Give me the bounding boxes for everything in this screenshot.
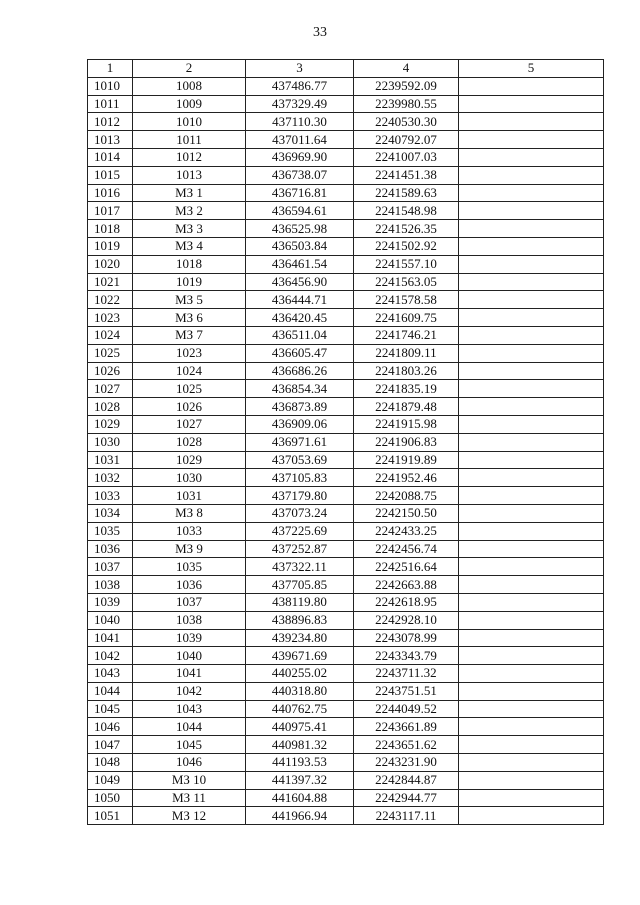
point-id-cell: 1035 xyxy=(133,558,246,576)
x-coordinate-cell: 436909.06 xyxy=(246,415,354,433)
table-row xyxy=(88,291,604,309)
y-coordinate-cell: 2243078.99 xyxy=(354,629,459,647)
table-row xyxy=(88,558,604,576)
x-coordinate-cell: 438119.80 xyxy=(246,593,354,611)
table-row xyxy=(88,451,604,469)
point-id-cell: 1043 xyxy=(133,700,246,718)
table-row xyxy=(88,380,604,398)
x-coordinate-cell: 436738.07 xyxy=(246,166,354,184)
y-coordinate-cell: 2241451.38 xyxy=(354,166,459,184)
row-number-cell: 1025 xyxy=(88,344,133,362)
y-coordinate-cell: 2241557.10 xyxy=(354,255,459,273)
point-id-cell: МЗ 6 xyxy=(133,309,246,327)
column-header: 2 xyxy=(133,60,246,78)
page-number: 33 xyxy=(313,25,327,40)
note-cell xyxy=(459,789,604,807)
note-cell xyxy=(459,576,604,594)
y-coordinate-cell: 2241609.75 xyxy=(354,309,459,327)
table-row xyxy=(88,362,604,380)
x-coordinate-cell: 441397.32 xyxy=(246,771,354,789)
note-cell xyxy=(459,291,604,309)
table-body xyxy=(88,77,604,824)
x-coordinate-cell: 440255.02 xyxy=(246,665,354,683)
point-id-cell: МЗ 3 xyxy=(133,220,246,238)
point-id-cell: МЗ 10 xyxy=(133,771,246,789)
coordinates-table xyxy=(87,59,604,825)
row-number-cell: 1028 xyxy=(88,398,133,416)
table-row xyxy=(88,237,604,255)
point-id-cell: МЗ 7 xyxy=(133,326,246,344)
note-cell xyxy=(459,255,604,273)
row-number-cell: 1048 xyxy=(88,754,133,772)
y-coordinate-cell: 2244049.52 xyxy=(354,700,459,718)
row-number-cell: 1038 xyxy=(88,576,133,594)
row-number-cell: 1030 xyxy=(88,433,133,451)
note-cell xyxy=(459,166,604,184)
row-number-cell: 1017 xyxy=(88,202,133,220)
y-coordinate-cell: 2241915.98 xyxy=(354,415,459,433)
point-id-cell: МЗ 2 xyxy=(133,202,246,220)
table-row xyxy=(88,629,604,647)
y-coordinate-cell: 2243343.79 xyxy=(354,647,459,665)
table-row xyxy=(88,593,604,611)
note-cell xyxy=(459,700,604,718)
x-coordinate-cell: 437329.49 xyxy=(246,95,354,113)
point-id-cell: 1031 xyxy=(133,487,246,505)
x-coordinate-cell: 436686.26 xyxy=(246,362,354,380)
table-row xyxy=(88,576,604,594)
y-coordinate-cell: 2241502.92 xyxy=(354,237,459,255)
point-id-cell: МЗ 12 xyxy=(133,807,246,825)
table-row xyxy=(88,754,604,772)
note-cell xyxy=(459,273,604,291)
row-number-cell: 1049 xyxy=(88,771,133,789)
y-coordinate-cell: 2239980.55 xyxy=(354,95,459,113)
note-cell xyxy=(459,736,604,754)
table-row xyxy=(88,487,604,505)
row-number-cell: 1044 xyxy=(88,682,133,700)
point-id-cell: 1028 xyxy=(133,433,246,451)
row-number-cell: 1035 xyxy=(88,522,133,540)
table-header-row xyxy=(88,60,604,78)
y-coordinate-cell: 2243751.51 xyxy=(354,682,459,700)
table-row xyxy=(88,309,604,327)
point-id-cell: 1013 xyxy=(133,166,246,184)
point-id-cell: 1011 xyxy=(133,131,246,149)
column-header: 4 xyxy=(354,60,459,78)
x-coordinate-cell: 436971.61 xyxy=(246,433,354,451)
x-coordinate-cell: 437252.87 xyxy=(246,540,354,558)
y-coordinate-cell: 2241809.11 xyxy=(354,344,459,362)
y-coordinate-cell: 2243651.62 xyxy=(354,736,459,754)
x-coordinate-cell: 437053.69 xyxy=(246,451,354,469)
note-cell xyxy=(459,522,604,540)
row-number-cell: 1014 xyxy=(88,148,133,166)
table-row xyxy=(88,415,604,433)
row-number-cell: 1032 xyxy=(88,469,133,487)
note-cell xyxy=(459,451,604,469)
note-cell xyxy=(459,433,604,451)
y-coordinate-cell: 2242928.10 xyxy=(354,611,459,629)
point-id-cell: 1040 xyxy=(133,647,246,665)
table-row xyxy=(88,736,604,754)
note-cell xyxy=(459,718,604,736)
x-coordinate-cell: 437011.64 xyxy=(246,131,354,149)
point-id-cell: 1030 xyxy=(133,469,246,487)
y-coordinate-cell: 2240792.07 xyxy=(354,131,459,149)
row-number-cell: 1037 xyxy=(88,558,133,576)
y-coordinate-cell: 2241952.46 xyxy=(354,469,459,487)
row-number-cell: 1034 xyxy=(88,504,133,522)
point-id-cell: 1010 xyxy=(133,113,246,131)
point-id-cell: 1012 xyxy=(133,148,246,166)
row-number-cell: 1051 xyxy=(88,807,133,825)
row-number-cell: 1024 xyxy=(88,326,133,344)
y-coordinate-cell: 2241879.48 xyxy=(354,398,459,416)
x-coordinate-cell: 436969.90 xyxy=(246,148,354,166)
x-coordinate-cell: 441193.53 xyxy=(246,754,354,772)
table-row xyxy=(88,647,604,665)
y-coordinate-cell: 2241578.58 xyxy=(354,291,459,309)
y-coordinate-cell: 2241906.83 xyxy=(354,433,459,451)
note-cell xyxy=(459,540,604,558)
x-coordinate-cell: 437486.77 xyxy=(246,77,354,95)
y-coordinate-cell: 2241835.19 xyxy=(354,380,459,398)
note-cell xyxy=(459,344,604,362)
row-number-cell: 1040 xyxy=(88,611,133,629)
table-row xyxy=(88,682,604,700)
row-number-cell: 1011 xyxy=(88,95,133,113)
note-cell xyxy=(459,611,604,629)
y-coordinate-cell: 2243711.32 xyxy=(354,665,459,683)
x-coordinate-cell: 437322.11 xyxy=(246,558,354,576)
note-cell xyxy=(459,504,604,522)
column-header: 3 xyxy=(246,60,354,78)
row-number-cell: 1012 xyxy=(88,113,133,131)
row-number-cell: 1021 xyxy=(88,273,133,291)
note-cell xyxy=(459,237,604,255)
point-id-cell: 1039 xyxy=(133,629,246,647)
point-id-cell: 1041 xyxy=(133,665,246,683)
row-number-cell: 1031 xyxy=(88,451,133,469)
table-row xyxy=(88,665,604,683)
row-number-cell: 1036 xyxy=(88,540,133,558)
column-header: 1 xyxy=(88,60,133,78)
row-number-cell: 1045 xyxy=(88,700,133,718)
table-row xyxy=(88,273,604,291)
note-cell xyxy=(459,77,604,95)
table-row xyxy=(88,771,604,789)
point-id-cell: 1037 xyxy=(133,593,246,611)
row-number-cell: 1043 xyxy=(88,665,133,683)
point-id-cell: 1042 xyxy=(133,682,246,700)
x-coordinate-cell: 436420.45 xyxy=(246,309,354,327)
note-cell xyxy=(459,593,604,611)
row-number-cell: 1013 xyxy=(88,131,133,149)
x-coordinate-cell: 440981.32 xyxy=(246,736,354,754)
x-coordinate-cell: 437110.30 xyxy=(246,113,354,131)
table-row xyxy=(88,95,604,113)
table-row xyxy=(88,202,604,220)
point-id-cell: МЗ 4 xyxy=(133,237,246,255)
x-coordinate-cell: 439671.69 xyxy=(246,647,354,665)
row-number-cell: 1039 xyxy=(88,593,133,611)
table-row xyxy=(88,166,604,184)
table-row xyxy=(88,184,604,202)
point-id-cell: 1025 xyxy=(133,380,246,398)
table-row xyxy=(88,611,604,629)
x-coordinate-cell: 439234.80 xyxy=(246,629,354,647)
x-coordinate-cell: 436716.81 xyxy=(246,184,354,202)
table-row xyxy=(88,789,604,807)
note-cell xyxy=(459,95,604,113)
x-coordinate-cell: 441604.88 xyxy=(246,789,354,807)
y-coordinate-cell: 2241007.03 xyxy=(354,148,459,166)
y-coordinate-cell: 2239592.09 xyxy=(354,77,459,95)
x-coordinate-cell: 436854.34 xyxy=(246,380,354,398)
note-cell xyxy=(459,309,604,327)
note-cell xyxy=(459,665,604,683)
y-coordinate-cell: 2242944.77 xyxy=(354,789,459,807)
y-coordinate-cell: 2243661.89 xyxy=(354,718,459,736)
table-row xyxy=(88,700,604,718)
point-id-cell: МЗ 1 xyxy=(133,184,246,202)
x-coordinate-cell: 436444.71 xyxy=(246,291,354,309)
x-coordinate-cell: 437225.69 xyxy=(246,522,354,540)
row-number-cell: 1022 xyxy=(88,291,133,309)
note-cell xyxy=(459,398,604,416)
y-coordinate-cell: 2242516.64 xyxy=(354,558,459,576)
point-id-cell: МЗ 8 xyxy=(133,504,246,522)
y-coordinate-cell: 2241526.35 xyxy=(354,220,459,238)
row-number-cell: 1029 xyxy=(88,415,133,433)
y-coordinate-cell: 2241919.89 xyxy=(354,451,459,469)
note-cell xyxy=(459,629,604,647)
table-row xyxy=(88,504,604,522)
note-cell xyxy=(459,771,604,789)
note-cell xyxy=(459,487,604,505)
y-coordinate-cell: 2242456.74 xyxy=(354,540,459,558)
y-coordinate-cell: 2242088.75 xyxy=(354,487,459,505)
table-row xyxy=(88,77,604,95)
point-id-cell: 1026 xyxy=(133,398,246,416)
note-cell xyxy=(459,558,604,576)
y-coordinate-cell: 2242150.50 xyxy=(354,504,459,522)
point-id-cell: 1036 xyxy=(133,576,246,594)
y-coordinate-cell: 2242663.88 xyxy=(354,576,459,594)
point-id-cell: МЗ 11 xyxy=(133,789,246,807)
x-coordinate-cell: 438896.83 xyxy=(246,611,354,629)
y-coordinate-cell: 2243231.90 xyxy=(354,754,459,772)
point-id-cell: 1038 xyxy=(133,611,246,629)
row-number-cell: 1050 xyxy=(88,789,133,807)
row-number-cell: 1046 xyxy=(88,718,133,736)
table-row xyxy=(88,344,604,362)
note-cell xyxy=(459,202,604,220)
x-coordinate-cell: 436461.54 xyxy=(246,255,354,273)
point-id-cell: 1046 xyxy=(133,754,246,772)
note-cell xyxy=(459,380,604,398)
table-row xyxy=(88,255,604,273)
table-row xyxy=(88,469,604,487)
table-row xyxy=(88,113,604,131)
note-cell xyxy=(459,326,604,344)
x-coordinate-cell: 437705.85 xyxy=(246,576,354,594)
point-id-cell: 1023 xyxy=(133,344,246,362)
row-number-cell: 1027 xyxy=(88,380,133,398)
row-number-cell: 1023 xyxy=(88,309,133,327)
point-id-cell: 1009 xyxy=(133,95,246,113)
x-coordinate-cell: 436605.47 xyxy=(246,344,354,362)
y-coordinate-cell: 2241563.05 xyxy=(354,273,459,291)
note-cell xyxy=(459,113,604,131)
table-row xyxy=(88,131,604,149)
x-coordinate-cell: 437105.83 xyxy=(246,469,354,487)
row-number-cell: 1026 xyxy=(88,362,133,380)
note-cell xyxy=(459,131,604,149)
point-id-cell: 1027 xyxy=(133,415,246,433)
note-cell xyxy=(459,362,604,380)
x-coordinate-cell: 436456.90 xyxy=(246,273,354,291)
y-coordinate-cell: 2242844.87 xyxy=(354,771,459,789)
row-number-cell: 1016 xyxy=(88,184,133,202)
table-row xyxy=(88,522,604,540)
row-number-cell: 1018 xyxy=(88,220,133,238)
y-coordinate-cell: 2243117.11 xyxy=(354,807,459,825)
note-cell xyxy=(459,807,604,825)
y-coordinate-cell: 2241548.98 xyxy=(354,202,459,220)
point-id-cell: 1019 xyxy=(133,273,246,291)
note-cell xyxy=(459,469,604,487)
note-cell xyxy=(459,754,604,772)
row-number-cell: 1042 xyxy=(88,647,133,665)
y-coordinate-cell: 2242433.25 xyxy=(354,522,459,540)
point-id-cell: 1044 xyxy=(133,718,246,736)
y-coordinate-cell: 2242618.95 xyxy=(354,593,459,611)
row-number-cell: 1041 xyxy=(88,629,133,647)
row-number-cell: 1033 xyxy=(88,487,133,505)
row-number-cell: 1020 xyxy=(88,255,133,273)
table-row xyxy=(88,220,604,238)
point-id-cell: 1033 xyxy=(133,522,246,540)
row-number-cell: 1047 xyxy=(88,736,133,754)
x-coordinate-cell: 436594.61 xyxy=(246,202,354,220)
y-coordinate-cell: 2241589.63 xyxy=(354,184,459,202)
point-id-cell: 1008 xyxy=(133,77,246,95)
point-id-cell: МЗ 9 xyxy=(133,540,246,558)
x-coordinate-cell: 441966.94 xyxy=(246,807,354,825)
note-cell xyxy=(459,647,604,665)
table-row xyxy=(88,148,604,166)
point-id-cell: 1024 xyxy=(133,362,246,380)
row-number-cell: 1019 xyxy=(88,237,133,255)
x-coordinate-cell: 437073.24 xyxy=(246,504,354,522)
column-header: 5 xyxy=(459,60,604,78)
note-cell xyxy=(459,148,604,166)
note-cell xyxy=(459,184,604,202)
note-cell xyxy=(459,220,604,238)
x-coordinate-cell: 436873.89 xyxy=(246,398,354,416)
y-coordinate-cell: 2241746.21 xyxy=(354,326,459,344)
x-coordinate-cell: 437179.80 xyxy=(246,487,354,505)
row-number-cell: 1015 xyxy=(88,166,133,184)
x-coordinate-cell: 436503.84 xyxy=(246,237,354,255)
x-coordinate-cell: 440318.80 xyxy=(246,682,354,700)
row-number-cell: 1010 xyxy=(88,77,133,95)
y-coordinate-cell: 2240530.30 xyxy=(354,113,459,131)
table-row xyxy=(88,540,604,558)
table-row xyxy=(88,326,604,344)
point-id-cell: 1045 xyxy=(133,736,246,754)
note-cell xyxy=(459,682,604,700)
x-coordinate-cell: 436511.04 xyxy=(246,326,354,344)
point-id-cell: 1029 xyxy=(133,451,246,469)
table-row xyxy=(88,807,604,825)
y-coordinate-cell: 2241803.26 xyxy=(354,362,459,380)
x-coordinate-cell: 440762.75 xyxy=(246,700,354,718)
x-coordinate-cell: 440975.41 xyxy=(246,718,354,736)
point-id-cell: МЗ 5 xyxy=(133,291,246,309)
table-row xyxy=(88,398,604,416)
note-cell xyxy=(459,415,604,433)
table-row xyxy=(88,433,604,451)
x-coordinate-cell: 436525.98 xyxy=(246,220,354,238)
point-id-cell: 1018 xyxy=(133,255,246,273)
table-row xyxy=(88,718,604,736)
